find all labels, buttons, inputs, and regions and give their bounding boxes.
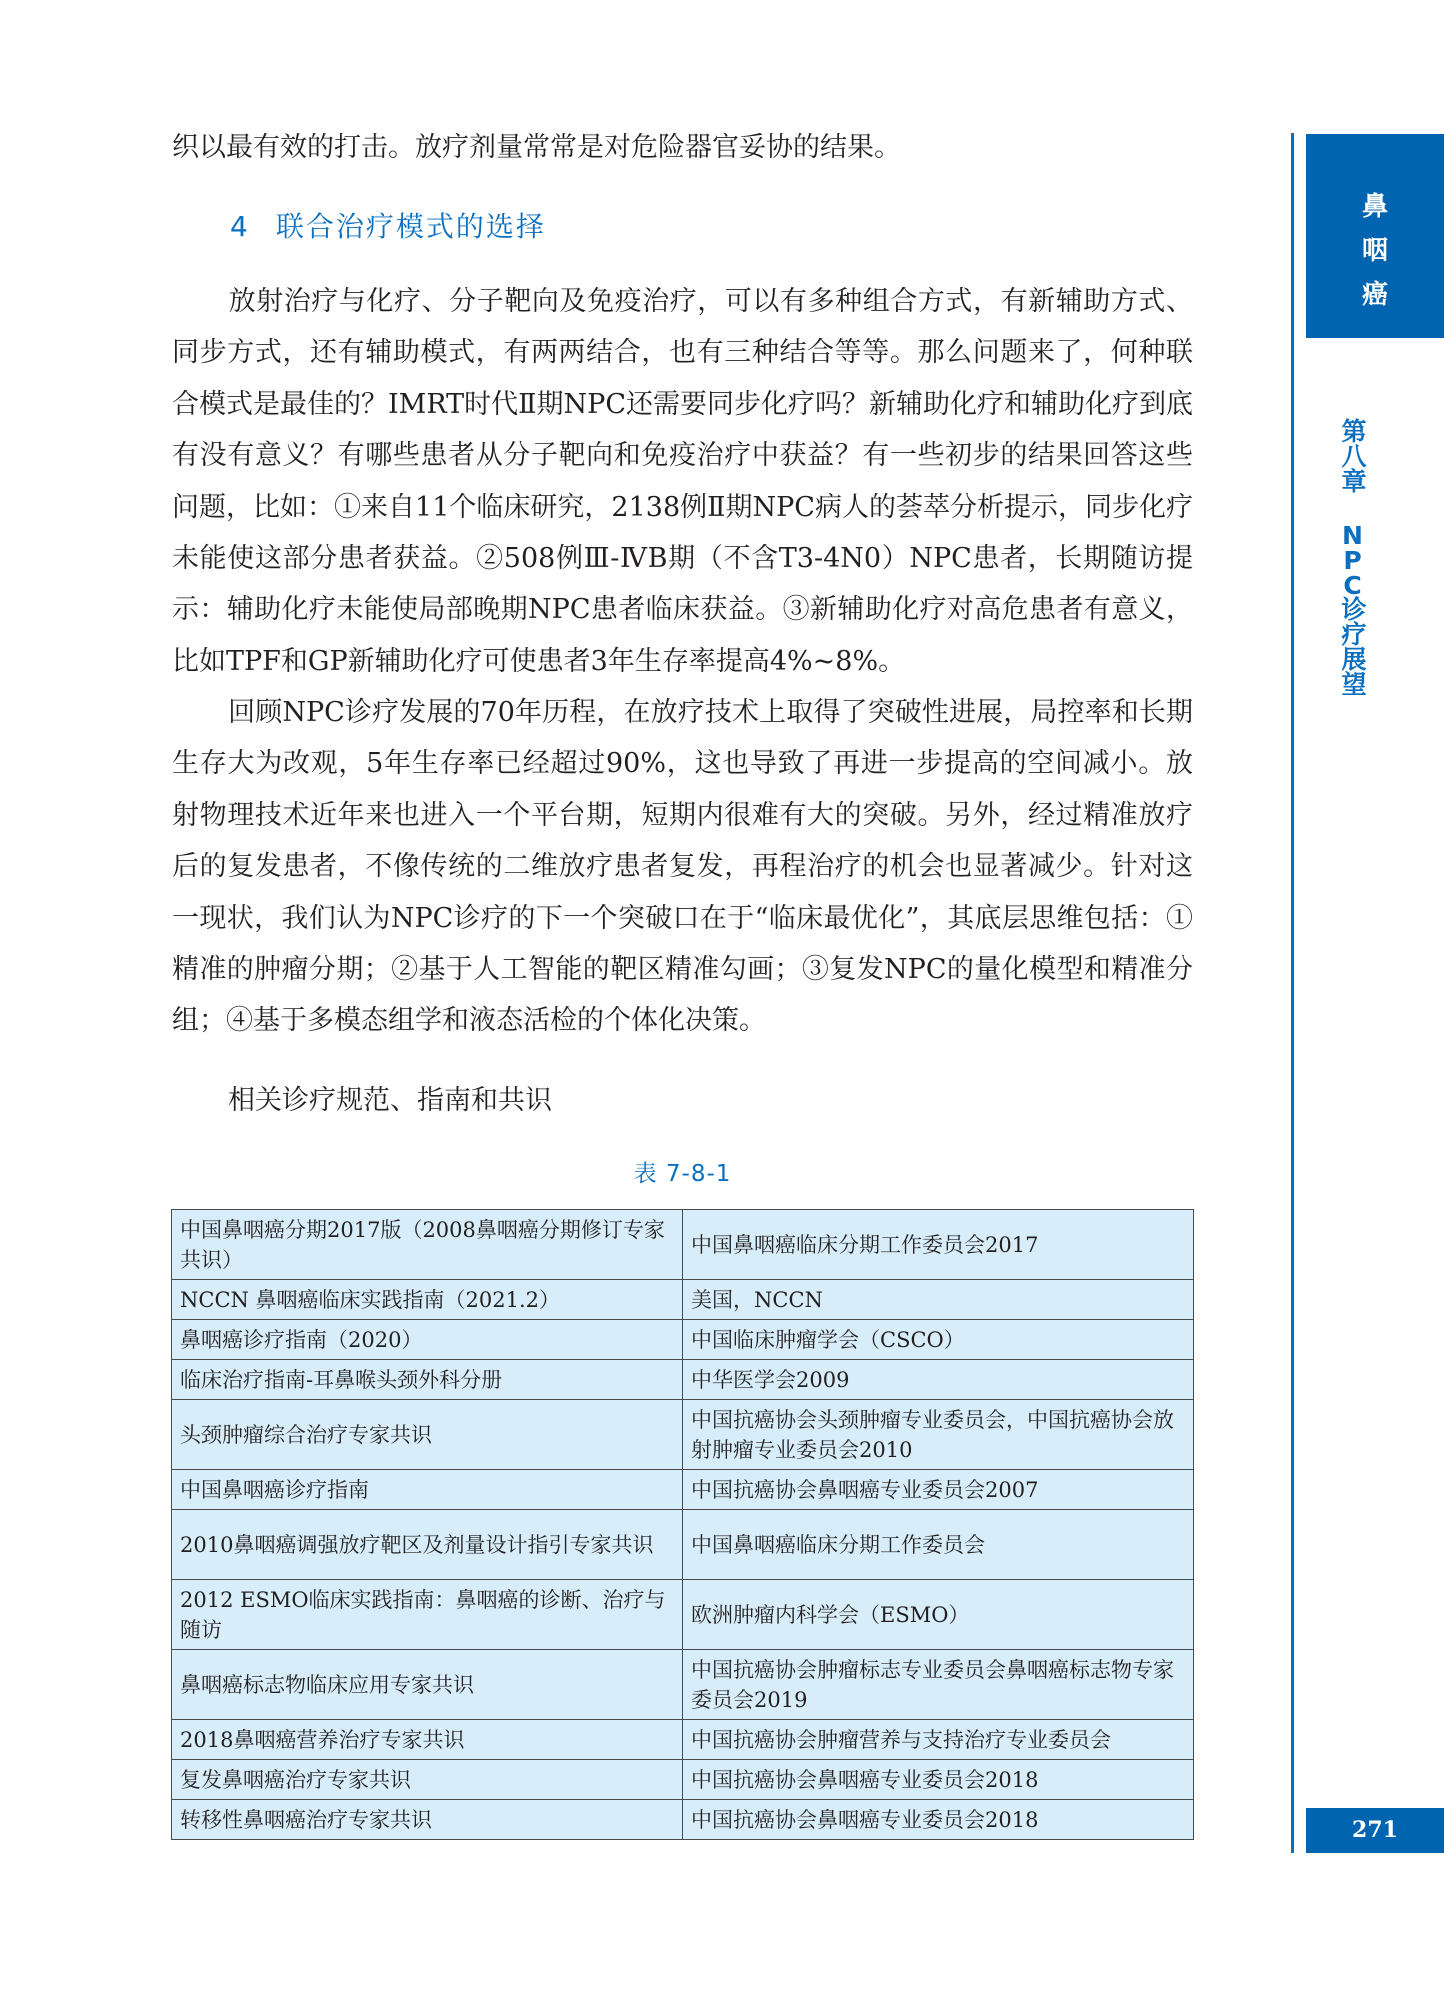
guideline-name-cell: 中国鼻咽癌分期2017版（2008鼻咽癌分期修订专家共识） xyxy=(172,1210,683,1280)
chapter-title: 诊疗展望 xyxy=(1338,596,1367,696)
issuer-cell: 中国抗癌协会头颈肿瘤专业委员会，中国抗癌协会放射肿瘤专业委员会2010 xyxy=(683,1400,1194,1470)
issuer-cell: 中国鼻咽癌临床分期工作委员会2017 xyxy=(683,1210,1194,1280)
chapter-title-latin: NPC xyxy=(1338,521,1367,596)
guidelines-table xyxy=(171,1209,1194,1840)
intro-line: 织以最有效的打击。放疗剂量常常是对危险器官妥协的结果。 xyxy=(172,132,901,163)
paragraph-1 xyxy=(172,276,1193,687)
issuer-cell: 欧洲肿瘤内科学会（ESMO） xyxy=(683,1580,1194,1650)
guideline-name-cell: 鼻咽癌标志物临床应用专家共识 xyxy=(172,1650,683,1720)
paragraph-1-text: 放射治疗与化疗、分子靶向及免疫治疗，可以有多种组合方式，有新辅助方式、同步方式，还有辅助模式，有两两结合，也有三种结合等等。那么问题来了，何种联合模式是最佳的？IMRT时代Ⅱ期NPC还需要同步化疗吗？新辅助化疗和辅助化疗到底有没有意义？有哪些患者从分子靶向和免疫治疗中获益？有一些初步的结果回答这些问题，比如：①来自11个临床研究，2138例Ⅱ期NPC病人的荟萃分析提示，同步化疗未能使这部分患者获益。②508例Ⅲ-ⅣB期（不含T3-4N0）NPC患者，长期随访提示：辅助化疗未能使局部晚期NPC患者临床获益。③新辅助化疗对高危患者有意义，比如TPF和GP新辅助化疗可使患者3年生存率提高4%~8%。 xyxy=(172,286,1193,677)
table-row xyxy=(172,1320,1194,1360)
chapter-label: 第八章 xyxy=(1338,418,1367,493)
guideline-name-cell: 中国鼻咽癌诊疗指南 xyxy=(172,1470,683,1510)
guideline-name-cell: 2010鼻咽癌调强放疗靶区及剂量设计指引专家共识 xyxy=(172,1510,683,1580)
guideline-name-cell: 鼻咽癌诊疗指南（2020） xyxy=(172,1320,683,1360)
table-caption: 表 7-8-1 xyxy=(633,1161,732,1187)
book-title-char: 癌 xyxy=(1361,280,1388,310)
issuer-cell: 中华医学会2009 xyxy=(683,1360,1194,1400)
page-number: 271 xyxy=(1306,1808,1444,1853)
table-row xyxy=(172,1510,1194,1580)
table-row xyxy=(172,1360,1194,1400)
book-title-char: 咽 xyxy=(1361,236,1388,266)
issuer-cell: 中国抗癌协会鼻咽癌专业委员会2007 xyxy=(683,1470,1194,1510)
table-row xyxy=(172,1800,1194,1840)
guideline-name-cell: NCCN 鼻咽癌临床实践指南（2021.2） xyxy=(172,1280,683,1320)
table-row xyxy=(172,1650,1194,1720)
guideline-name-cell: 复发鼻咽癌治疗专家共识 xyxy=(172,1760,683,1800)
guideline-name-cell: 2012 ESMO临床实践指南：鼻咽癌的诊断、治疗与随访 xyxy=(172,1580,683,1650)
chapter-running-head xyxy=(1330,418,1374,696)
paragraph-2-text: 回顾NPC诊疗发展的70年历程，在放疗技术上取得了突破性进展，局控率和长期生存大为改观，5年生存率已经超过90%，这也导致了再进一步提高的空间减小。放射物理技术近年来也进入一个平台期，短期内很难有大的突破。另外，经过精准放疗后的复发患者，不像传统的二维放疗患者复发，再程治疗的机会也显著减少。针对这一现状，我们认为NPC诊疗的下一个突破口在于“临床最优化”，其底层思维包括：①精准的肿瘤分期；②基于人工智能的靶区精准勾画；③复发NPC的量化模型和精准分组；④基于多模态组学和液态活检的个体化决策。 xyxy=(172,697,1193,1037)
guideline-name-cell: 转移性鼻咽癌治疗专家共识 xyxy=(172,1800,683,1840)
issuer-cell: 中国抗癌协会鼻咽癌专业委员会2018 xyxy=(683,1760,1194,1800)
table-row xyxy=(172,1400,1194,1470)
issuer-cell: 中国抗癌协会鼻咽癌专业委员会2018 xyxy=(683,1800,1194,1840)
guideline-name-cell: 临床治疗指南-耳鼻喉头颈外科分册 xyxy=(172,1360,683,1400)
issuer-cell: 美国，NCCN xyxy=(683,1280,1194,1320)
issuer-cell: 中国临床肿瘤学会（CSCO） xyxy=(683,1320,1194,1360)
book-title-tab xyxy=(1306,134,1444,338)
book-title-char: 鼻 xyxy=(1361,192,1388,222)
guideline-name-cell: 头颈肿瘤综合治疗专家共识 xyxy=(172,1400,683,1470)
section-title: 联合治疗模式的选择 xyxy=(275,210,546,243)
section-number: 4 xyxy=(230,210,250,243)
issuer-cell: 中国抗癌协会肿瘤标志专业委员会鼻咽癌标志物专家委员会2019 xyxy=(683,1650,1194,1720)
issuer-cell: 中国鼻咽癌临床分期工作委员会 xyxy=(683,1510,1194,1580)
table-row xyxy=(172,1580,1194,1650)
paragraph-2 xyxy=(172,687,1193,1047)
table-row xyxy=(172,1210,1194,1280)
issuer-cell: 中国抗癌协会肿瘤营养与支持治疗专业委员会 xyxy=(683,1720,1194,1760)
table-row xyxy=(172,1280,1194,1320)
table-row xyxy=(172,1720,1194,1760)
subsection-title: 相关诊疗规范、指南和共识 xyxy=(228,1085,552,1116)
section-heading xyxy=(230,205,546,245)
table-row xyxy=(172,1760,1194,1800)
table-row xyxy=(172,1470,1194,1510)
guideline-name-cell: 2018鼻咽癌营养治疗专家共识 xyxy=(172,1720,683,1760)
margin-rule xyxy=(1291,133,1294,1853)
